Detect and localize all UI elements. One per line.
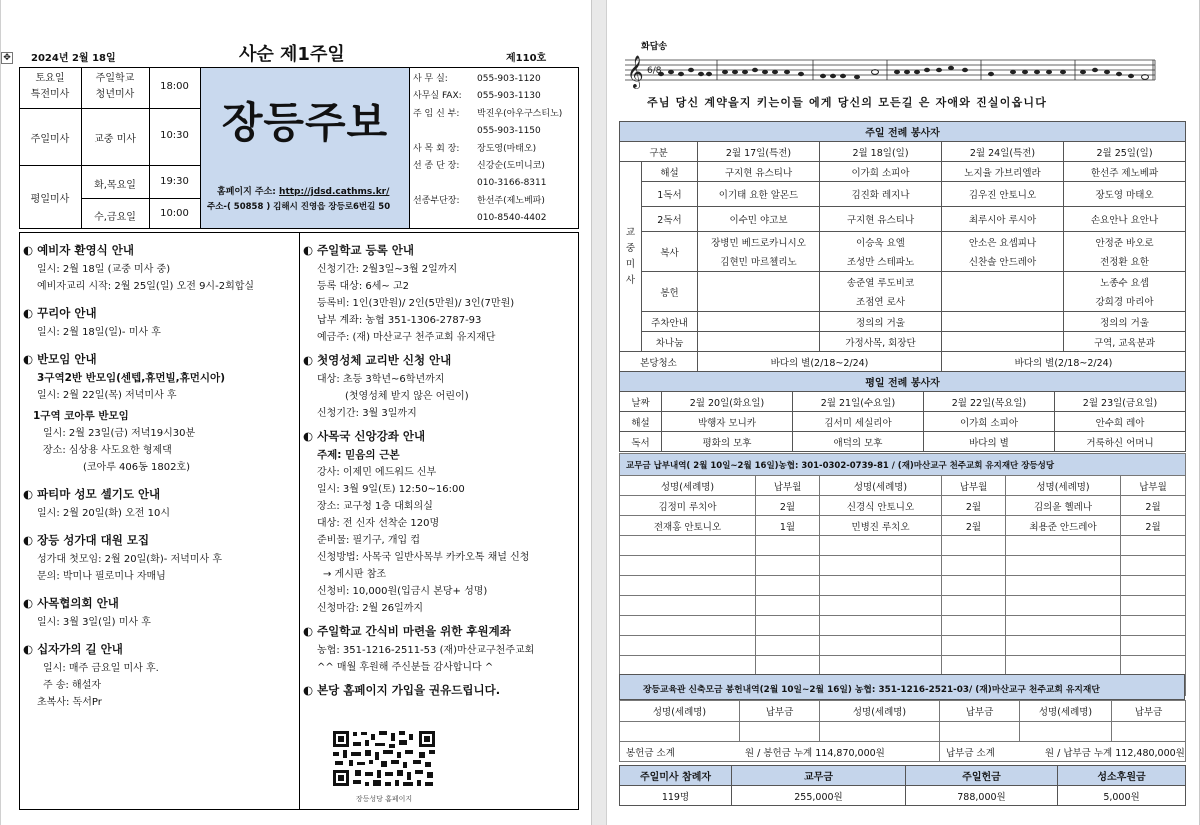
notice-block: ◐ 파티마 성모 셀기도 안내 일시: 2월 20일(화) 오전 10시 — [23, 487, 170, 519]
notice-title: 주일학교 간식비 마련을 위한 후원계좌 — [317, 624, 511, 638]
building-fund-table: 성명(세례명) 납부금 성명(세례명) 납부금 성명(세례명) 납부금 봉헌금 소계 원 / 봉헌금 누계 114,870,000원 납부금 소계 원 / 납부금 누계 112,480,000원 — [619, 700, 1186, 762]
notice-block: ◐ 꾸리아 안내 일시: 2월 18일(일)- 미사 후 — [23, 306, 161, 338]
bullet-icon: ◐ — [23, 596, 34, 610]
bulletin-logo: 장등주보 — [221, 98, 389, 147]
notices-column-1 — [23, 236, 297, 711]
notice-title: 반모임 안내 — [37, 352, 97, 366]
bullet-icon: ◐ — [23, 487, 34, 501]
table-row — [620, 536, 1186, 556]
table-row: 해설 박행자 모니카 김서미 세실리아 이가희 소피아 안수희 레아 — [620, 412, 1186, 432]
notice-block: ◐ 주일학교 등록 안내 신청기간: 2월3일~3월 2일까지 등록 대상: 6세~ 고2 등록비: 1인(3만원)/ 2인(5만원)/ 3인(7만원) 납부 계좌: 농협 351-1306-2787-93 예금주: (재) 마산교구 천주교회 유지재단 — [303, 243, 515, 343]
notice-title: 사목협의회 안내 — [37, 596, 119, 610]
bulletin-issue: 제110호 — [506, 53, 547, 64]
bullet-icon: ◐ — [303, 353, 314, 367]
notice-title: 십자가의 길 안내 — [37, 642, 123, 656]
notice-block: ◐ 사목국 신앙강좌 안내 주제: 믿음의 근본 강사: 이제민 에드워드 신부 일시: 3월 9일(토) 12:50~16:00 장소: 교구청 1층 대회의실 대상: 전 신자 선착순 120명 준비물: 필기구, 개입 컵 신청방법: 사목국 일반사목부 카카오톡 채널 신청 → 게시판 참조 신청비: 10,000원(입금시 본당+ 성명) 신청마감: 2월 26일까지 — [303, 429, 530, 614]
table-row — [620, 596, 1186, 616]
contact-row: 사무실 FAX: 055-903-1130 — [413, 91, 541, 102]
weekday-liturgy-table: 평일 전례 봉사자 날짜 2월 20일(화요일) 2월 21일(수요일) 2월 22일(목요일) 2월 23일(금요일) 해설 박행자 모니카 김서미 세실리아 이가희 소피아 안수희 레아 독서 평화의 모후 애덕의 모후 바다의 별 거룩하신 어머니 — [619, 371, 1186, 452]
notice-block: ◐ 장등 성가대 대원 모집 성가대 첫모임: 2월 20일(화)- 저녁미사 후 문의: 박미나 필로미나 자매님 — [23, 533, 223, 582]
notice-block: ◐ 사목협의회 안내 일시: 3월 3일(일) 미사 후 — [23, 596, 151, 628]
notice-title: 파티마 성모 셀기도 안내 — [37, 487, 161, 501]
table-row — [620, 556, 1186, 576]
contacts-list — [413, 71, 577, 228]
schedule-weekday-time-1: 19:30 — [160, 176, 189, 187]
building-fund-title: 장등교육관 신축모금 봉헌내역(2월 10일~2월 16일) 농협: 351-1216-2521-03/ (재)마산교구 천주교회 유지재단 — [643, 685, 1100, 695]
schedule-sun-label: 주일미사 — [30, 134, 70, 145]
notice-block: ◐ 첫영성체 교리반 신청 안내 대상: 초등 3학년~6학년까지 (첫영성체 받지 않은 어린이) 신청기간: 3월 3일까지 — [303, 353, 469, 419]
psalm-lyrics: 주님 당신 계약을지 키는이들 에게 당신의 모든길 은 자애와 진실이옵니다 — [647, 96, 1048, 109]
sunday-liturgy-table: 주일 전례 봉사자 구분 2월 17일(특전) 2월 18일(일) 2월 24일(특전) 2월 25일(일) 교중미사 해설 구지현 유스티나 이가희 소피아 노지율 가브리엘라 한선주 제노베파 1독서 이기태 요한 알몬드 김진화 레지나 김우진 안토니오 장도영 마태오 2독서 이수민 야고보 구지현 유스티나 최루시아 루시아 손요안나 요안나 복사 장병민 베드로카니시오 이승욱 요엘 안소은 요셉피나 안정준 바오로 김현민 마르첼리노 조성만 스테파노 신찬솔 안드레아 전정환 요한 봉헌 송준열 루도비코 노종수 요셉 조점연 로사 강희경 마리아 주차안내 정의의 거울 정의의 거울 차나눔 가정사목, 회장단 구역, 교육분과 본당청소 바다의 별(2/18~2/24) 바다의 별(2/18~2/24) — [619, 121, 1186, 372]
notice-title: 본당 홈페이지 가입을 권유드립니다. — [317, 683, 501, 697]
homepage-qr-code[interactable] — [327, 728, 441, 790]
tithe-table: 교무금 납부내역( 2월 10일~2월 16일)농협: 301-0302-0739-81 / (재)마산교구 천주교회 유지재단 장등성당 성명(세례명) 납부월 성명(세례명) 납부월 성명(세례명) 납부월 김정미 루치아 2월 신경식 안토니오 2월 김의윤 헬레나 2월 전재홍 안토니오 1월 민병진 루치오 2월 최용준 안드레아 2월 — [619, 453, 1186, 696]
tithe-table-title: 교무금 납부내역( 2월 10일~2월 16일)농협: 301-0302-0739-81 / (재)마산교구 천주교회 유지재단 장등성당 — [620, 454, 1186, 476]
notice-title: 사목국 신앙강좌 안내 — [317, 429, 426, 443]
notice-title: 주일학교 등록 안내 — [317, 243, 414, 257]
notice-block: ◐ 주일학교 간식비 마련을 위한 후원계좌 농협: 351-1216-2511-53 (재)마산교구천주교회 ^^ 매월 후원해 주신분들 감사합니다 ^ — [303, 624, 535, 673]
table-row: 2독서 이수민 야고보 구지현 유스티나 최루시아 루시아 손요안나 요안나 — [620, 207, 1186, 232]
schedule-sun-mass: 교중 미사 — [94, 134, 136, 145]
bullet-icon: ◐ — [23, 352, 34, 366]
notice-block — [303, 682, 577, 698]
bullet-icon: ◐ — [23, 533, 34, 547]
weekday-table-title: 평일 전례 봉사자 — [620, 372, 1186, 392]
table-row: 조점연 로사 강희경 마리아 — [620, 292, 1186, 312]
bullet-icon: ◐ — [303, 624, 314, 638]
song-title: 화답송 — [641, 42, 668, 52]
schedule-sun-time: 10:30 — [160, 130, 189, 141]
qr-caption: 장등성당 홈페이지 — [355, 795, 413, 803]
table-row: 교중미사 해설 구지현 유스티나 이가희 소피아 노지율 가브리엘라 한선주 제노베파 — [620, 162, 1186, 182]
notice-title: 첫영성체 교리반 신청 안내 — [317, 353, 452, 367]
schedule-sat-label: 토요일 특전미사 — [30, 73, 70, 100]
contact-row: 선종부단장: 한선주(제노베파) — [413, 195, 545, 206]
table-row: 전재홍 안토니오 1월 민병진 루치오 2월 최용준 안드레아 2월 — [620, 516, 1186, 536]
bullet-icon: ◐ — [23, 642, 34, 656]
contact-row: 055-903-1150 — [477, 126, 541, 137]
notice-block: ◐ 예비자 환영식 안내 일시: 2월 18일 (교중 미사 중) 예비자교리 시작: 2월 25일(일) 오전 9시-2회합실 — [23, 243, 255, 292]
building-summary-row: 봉헌금 소계 원 / 봉헌금 누계 114,870,000원 납부금 소계 원 / 납부금 누계 112,480,000원 — [620, 742, 1186, 762]
contact-row: 010-3166-8311 — [477, 178, 547, 189]
table-row: 1독서 이기태 요한 알몬드 김진화 레지나 김우진 안토니오 장도영 마태오 — [620, 182, 1186, 207]
table-row — [620, 636, 1186, 656]
contact-row: 사 무 실: 055-903-1120 — [413, 74, 541, 84]
homepage-link[interactable]: http://jdsd.cathms.kr/ — [279, 187, 390, 197]
schedule-weekday-mass-1: 화,목요일 — [94, 180, 136, 191]
notice-title: 장등 성가대 대원 모집 — [37, 533, 150, 547]
table-row: 차나눔 가정사목, 회장단 구역, 교육분과 — [620, 332, 1186, 352]
church-address: 주소-( 50858 ) 김해시 진영읍 장등로6번길 50 — [207, 202, 391, 212]
contact-row: 주 임 신 부: 박진우(아우구스티노) — [413, 108, 563, 119]
bulletin-page-right — [606, 0, 1200, 825]
bullet-icon: ◐ — [303, 683, 314, 697]
schedule-sat-time: 18:00 — [160, 81, 189, 92]
notice-title: 예비자 환영식 안내 — [37, 243, 134, 257]
schedule-sat-mass: 주일학교 청년미사 — [95, 73, 135, 100]
homepage-label: 홈페이지 주소: http://jdsd.cathms.kr/ — [217, 187, 390, 197]
schedule-weekday-label: 평일미사 — [30, 194, 70, 205]
notices-column-2 — [303, 236, 577, 701]
sunday-table-title: 주일 전례 봉사자 — [620, 122, 1186, 142]
bullet-icon: ◐ — [303, 243, 314, 257]
table-row — [620, 656, 1186, 676]
table-row: 주차안내 정의의 거울 정의의 거울 — [620, 312, 1186, 332]
table-row: 김현민 마르첼리노 조성만 스테파노 신찬솔 안드레아 전정환 요한 — [620, 252, 1186, 272]
table-row: 복사 장병민 베드로카니시오 이승욱 요엘 안소은 요셉피나 안정준 바오로 — [620, 232, 1186, 252]
schedule-weekday-time-2: 10:00 — [160, 208, 189, 219]
bulletin-page-left — [0, 0, 592, 825]
psalm-music-staff — [625, 54, 1165, 90]
notice-block: ◐ 반모임 안내 3구역2반 반모임(센텝,휴먼빌,휴먼시아) 일시: 2월 22일(목) 저녁미사 후 1구역 코아루 반모임 일시: 2월 23일(금) 저녁19시30분 장소: 심상용 사도요한 형제댁 (코아루 406동 1802호) — [23, 352, 225, 473]
table-row — [620, 616, 1186, 636]
table-row — [620, 576, 1186, 596]
bullet-icon: ◐ — [303, 429, 314, 443]
notice-block: ◐ 십자가의 길 안내 일시: 매주 금요일 미사 후. 주 송: 해설자 초복사: 독서Pr — [23, 642, 159, 708]
table-row: 김정미 루치아 2월 신경식 안토니오 2월 김의윤 헬레나 2월 — [620, 496, 1186, 516]
time-signature: 6/8 — [647, 66, 662, 76]
bullet-icon: ◐ — [23, 306, 34, 320]
bullet-icon: ◐ — [23, 243, 34, 257]
bulletin-date: 2024년 2월 18일 — [31, 53, 116, 64]
table-row: 독서 평화의 모후 애덕의 모후 바다의 별 거룩하신 어머니 — [620, 432, 1186, 452]
move-handle-icon[interactable]: ✥ — [1, 52, 13, 64]
schedule-weekday-mass-2: 수,금요일 — [94, 212, 136, 223]
bulletin-season: 사순 제1주일 — [239, 44, 345, 65]
contact-row: 010-8540-4402 — [477, 213, 547, 224]
sunday-side-label: 교중미사 — [620, 162, 642, 352]
svg-text:𝄞: 𝄞 — [627, 55, 644, 88]
table-row: 봉헌 송준열 루도비코 노종수 요셉 — [620, 272, 1186, 292]
notice-title: 꾸리아 안내 — [37, 306, 97, 320]
totals-table: 주일미사 참례자 교무금 주일헌금 성소후원금 119명 255,000원 788,000원 5,000원 — [619, 765, 1186, 806]
contact-row: 사 목 회 장: 장도영(마태오) — [413, 143, 537, 154]
contact-row: 선 종 단 장: 신강순(도미니코) — [413, 161, 545, 172]
table-row: 본당청소 바다의 별(2/18~2/24) 바다의 별(2/18~2/24) — [620, 352, 1186, 372]
